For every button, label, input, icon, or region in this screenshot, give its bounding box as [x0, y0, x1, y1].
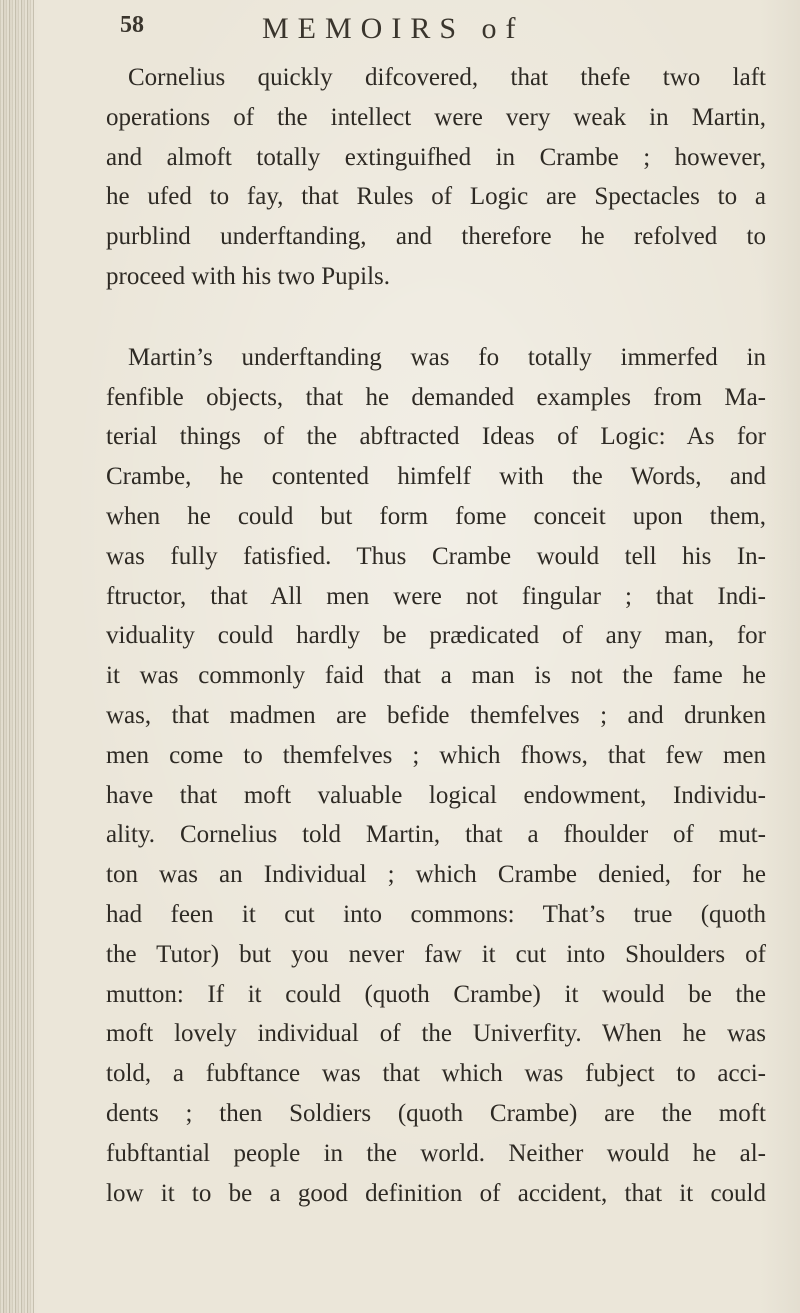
text-line: Martin’s underftanding was fo totally immerfed in: [128, 343, 766, 371]
text-line: and almoft totally extinguifhed in Crambe ; however,: [106, 143, 766, 171]
text-line: viduality could hardly be prædicated of any man, for: [106, 622, 766, 650]
running-head: [0, 12, 800, 52]
text-line: the Tutor) but you never faw it cut into Shoulders of: [106, 940, 766, 968]
text-line: dents ; then Soldiers (quoth Crambe) are the moft: [106, 1099, 766, 1127]
text-line: was, that madmen are befide themfelves ; and drunken: [106, 701, 766, 729]
page-number: 58: [120, 12, 144, 38]
text-line: had feen it cut into commons: That’s true (quoth: [106, 900, 766, 928]
text-line: Crambe, he contented himfelf with the Words, and: [106, 463, 766, 491]
body-text: [106, 58, 766, 1213]
text-line: ality. Cornelius told Martin, that a fhoulder of mut-: [106, 821, 766, 849]
text-line: fubftantial people in the world. Neither would he al-: [106, 1139, 766, 1167]
text-line: proceed with his two Pupils.: [106, 262, 391, 290]
text-line: purblind underftanding, and therefore he refolved to: [106, 223, 766, 251]
text-line: Cornelius quickly difcovered, that thefe two laft: [128, 64, 766, 91]
text-line: terial things of the abftracted Ideas of Logic: As for: [106, 423, 766, 451]
text-line: when he could but form fome conceit upon them,: [106, 502, 766, 530]
text-line: he ufed to fay, that Rules of Logic are Spectacles to a: [106, 183, 766, 211]
text-line: ton was an Individual ; which Crambe denied, for he: [106, 861, 766, 889]
text-line: men come to themfelves ; which fhows, that few men: [106, 741, 766, 769]
text-line: mutton: If it could (quoth Crambe) it would be the: [106, 980, 766, 1008]
running-title: MEMOIRS of: [262, 12, 525, 45]
text-line: ftructor, that All men were not fingular ; that Indi-: [106, 582, 766, 610]
text-line: it was commonly faid that a man is not the fame he: [106, 662, 766, 690]
text-line: was fully fatisfied. Thus Crambe would tell his In-: [106, 542, 766, 570]
text-line: moft lovely individual of the Univerfity. When he was: [106, 1020, 766, 1048]
text-line: operations of the intellect were very weak in Martin,: [106, 103, 766, 131]
paragraph-2: [106, 338, 766, 1214]
text-line: told, a fubftance was that which was fubject to acci-: [106, 1060, 766, 1088]
paragraph-1: [106, 58, 766, 297]
text-line: fenfible objects, that he demanded examples from Ma-: [106, 383, 766, 411]
text-line: have that moft valuable logical endowment, Individu-: [106, 781, 766, 809]
paragraph-gap: [106, 297, 766, 338]
text-line: low it to be a good definition of accident, that it could: [106, 1179, 766, 1207]
page-binding-edge: [0, 0, 34, 1313]
